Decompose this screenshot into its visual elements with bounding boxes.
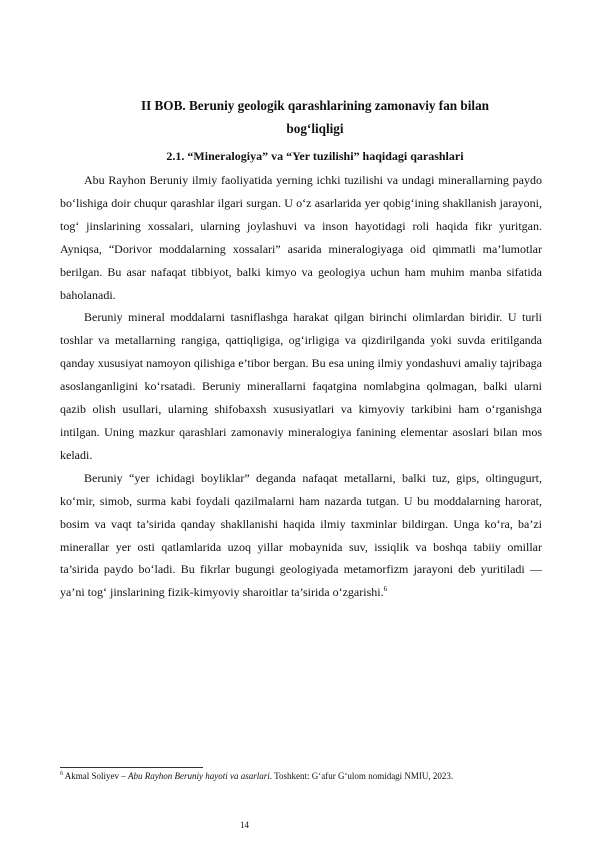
paragraph-2: Beruniy mineral moddalarni tasniflashga harakat qilgan birinchi olimlardan biridir. U turli toshlar va metallarning rangiga, qattiqligiga, og‘irligiga va qizdirilganda yoki suvda eritilganda qanday xususiyat namoyon qilishiga e’tibor bergan. Bu esa uning ilmiy yondashuvi amaliy tajribaga asoslanganligini ko‘rsatadi. Beruniy minerallarni faqatgina nomlabgina qolmagan, balki ularni qazib olish usullari, ularning shifobaxsh xususiyatlari va kimyoviy tarkibini ham o‘rganishga intilgan. Uning mazkur qarashlari zamonaviy mineralogiya fanining elementar asoslari bilan mos keladi.	[60, 310, 542, 462]
footnote-publisher: . Toshkent: G‘afur G‘ulom nomidagi NMIU, 2023.	[269, 771, 454, 781]
chapter-title-line1: II BOB. Beruniy geologik qarashlarining zamonaviy fan bilan	[140, 98, 490, 113]
paragraph-1: Abu Rayhon Beruniy ilmiy faoliyatida yerning ichki tuzilishi va undagi minerallarning paydo bo‘lishiga doir chuqur qarashlar ilgari surgan. U o‘z asarlarida yer qobig‘ining shakllanish jarayoni, tog‘ jinslarining xossalari, ularning joylashuvi va inson hayotidagi roli haqida fikr yuritgan. Ayniqsa, “Dorivor moddalarning xossalari” asarida mineralogiyaga oid qimmatli ma’lumotlar berilgan. Bu asar nafaqat tibbiyot, balki kimyo va geologiya uchun ham muhim manba sifatida baholanadi.	[60, 173, 542, 302]
footnote-author: Akmal Soliyev –	[64, 771, 129, 781]
footnote-book-title: Abu Rayhon Beruniy hayoti va asarlari	[128, 771, 270, 781]
chapter-title-line2: bog‘liqligi	[286, 121, 344, 136]
body-text	[60, 169, 542, 604]
paragraph-3-text: Beruniy “yer ichidagi boyliklar” deganda nafaqat metallarni, balki tuz, gips, oltingugurt, ko‘mir, simob, surma kabi foydali qazilmalarni ham nazarda tutgan. U bu moddalarning harorat, bosim va vaqt ta’sirida qanday shakllanishi haqida ilmiy taxminlar bildirgan. Unga ko‘ra, ba’zi minerallar yer osti qatlamlarida uzoq yillar mobaynida suv, issiqlik va boshqa tabiiy omillar ta’sirida paydo bo‘ladi. Bu fikrlar bugungi geologiyada metamorfizm jarayoni deb yuritiladi — ya’ni tog‘ jinslarining fizik-kimyoviy sharoitlar ta’sirida o‘zgarishi.	[60, 470, 542, 600]
paragraph-3	[60, 467, 542, 604]
chapter-title	[100, 94, 530, 140]
footnote-mark: 6	[60, 771, 63, 777]
section-title: 2.1. “Mineralogiya” va “Yer tuzilishi” haqidagi qarashlari	[166, 149, 464, 163]
footnote	[60, 770, 530, 782]
footnote-reference[interactable]: 6	[383, 585, 388, 594]
footnote-divider	[60, 767, 203, 768]
page-number: 14	[240, 820, 249, 830]
